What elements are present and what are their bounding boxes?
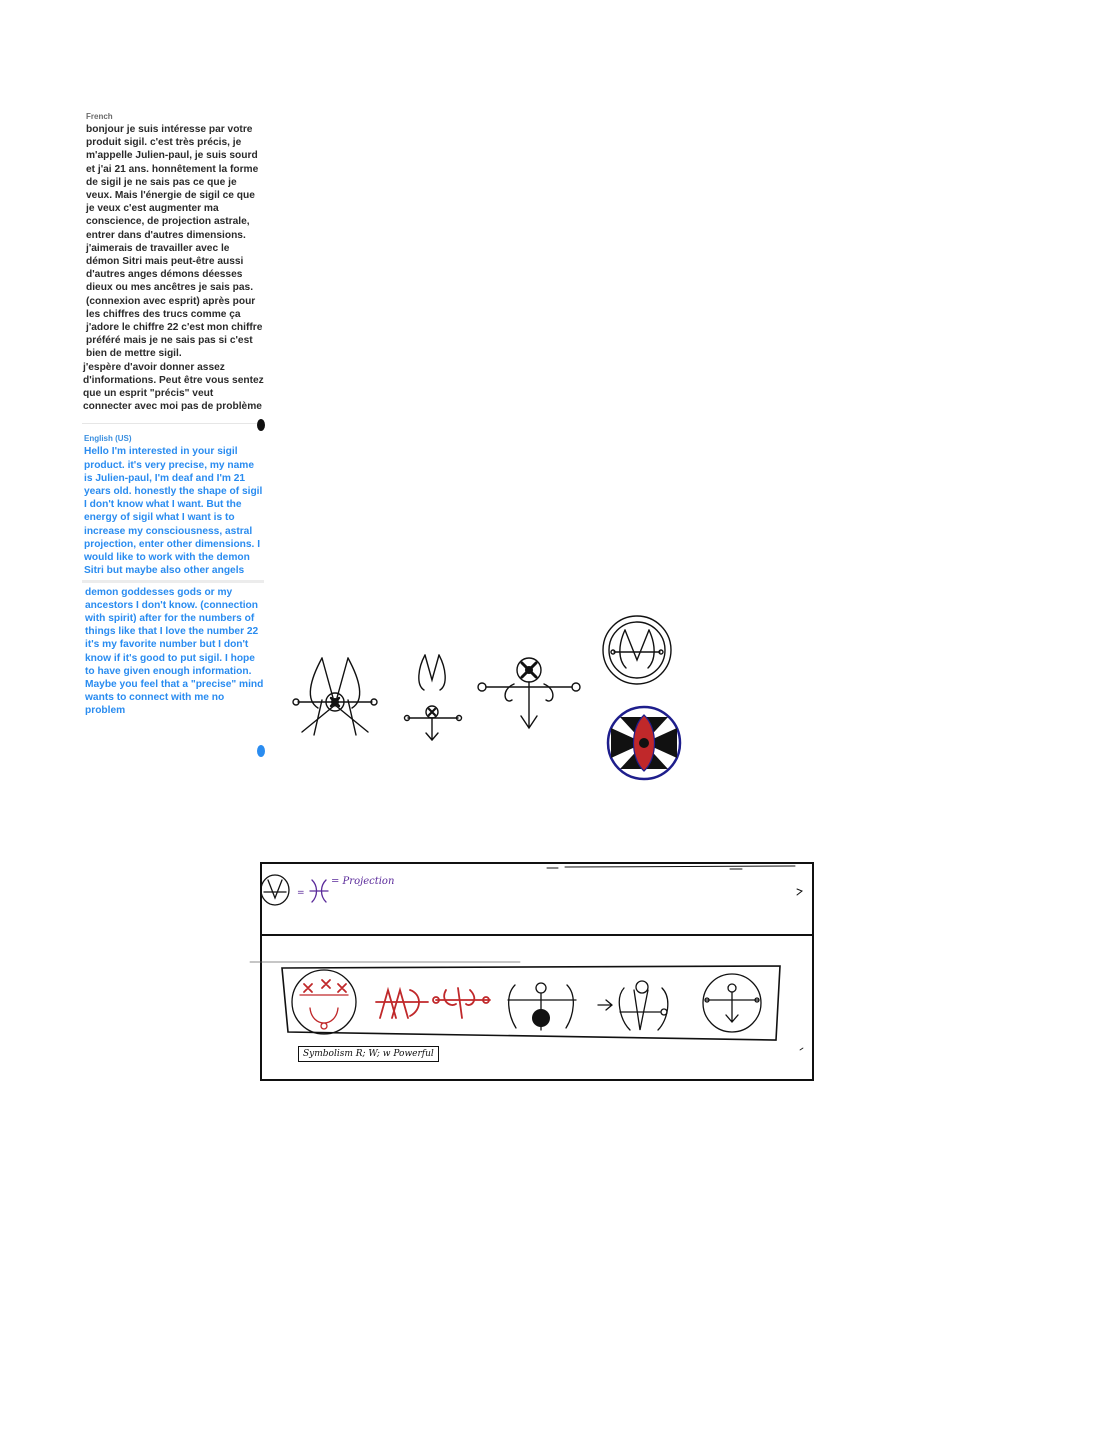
sigil-sketch-2 xyxy=(405,655,462,740)
box-divider xyxy=(262,934,812,936)
source-language-label: French xyxy=(86,112,113,121)
sigil-sketch-3 xyxy=(478,658,580,728)
divider xyxy=(82,423,264,424)
sigil-sketch-1 xyxy=(293,658,377,735)
scroll-indicator-dot-blue xyxy=(257,745,265,757)
symbolism-note: Symbolism R; W; w Powerful xyxy=(298,1046,439,1062)
translated-text-continued: demon goddesses gods or my ancestors I don't know. (connection with spirit) after for the numbers of things like that I love the number 22 it's my favorite number but I don't know if it's good to put sigil. I hope to have given enough information. Maybe you feel that a "precise" mind wants to connect with me no problem xyxy=(85,586,264,717)
translated-text: Hello I'm interested in your sigil product. it's very precise, my name is Julien-paul, I'm deaf and I'm 21 years old. honestly the shape of sigil I don't know what I want. But the energy of sigil what I want is to increase my consciousness, astral projection, enter other dimensions. I would like to work with the demon Sitri but maybe also other angels xyxy=(84,446,263,577)
scroll-separator xyxy=(82,580,264,583)
source-text: bonjour je suis intéresse par votre produit sigil. c'est très précis, je m'appelle Julien-paul, je suis sourd et j'ai 21 ans. honnêtement la forme de sigil je ne sais pas ce que je veux. Mais l'énergie de sigil ce que je veux c'est augmenter ma conscience, de projection astrale, entrer dans d'autres dimensions. j'aimerais de travailler avec le démon Sitri mais peut-être aussi d'autres anges démons déesses dieux ou mes ancêtres je sais pas. (connexion avec esprit) après pour les chiffres des trucs comme ça j'adore le chiffre 22 c'est mon chiffre préféré mais je ne sais pas si c'est bien de mettre sigil. xyxy=(86,124,263,360)
target-language-label: English (US) xyxy=(84,434,132,444)
svg-text:=: = xyxy=(297,888,305,898)
translation-panel xyxy=(82,112,264,718)
source-text-continued: j'espère d'avoir donner assez d'informations. Peut être vous sentez que un esprit "précis" veut connecter avec moi pas de problème xyxy=(83,361,264,413)
sigil-seal-colored xyxy=(608,707,680,779)
sigil-seal-circle xyxy=(603,616,671,684)
scroll-indicator-dot xyxy=(257,419,265,431)
projection-note: = Projection xyxy=(331,876,395,887)
